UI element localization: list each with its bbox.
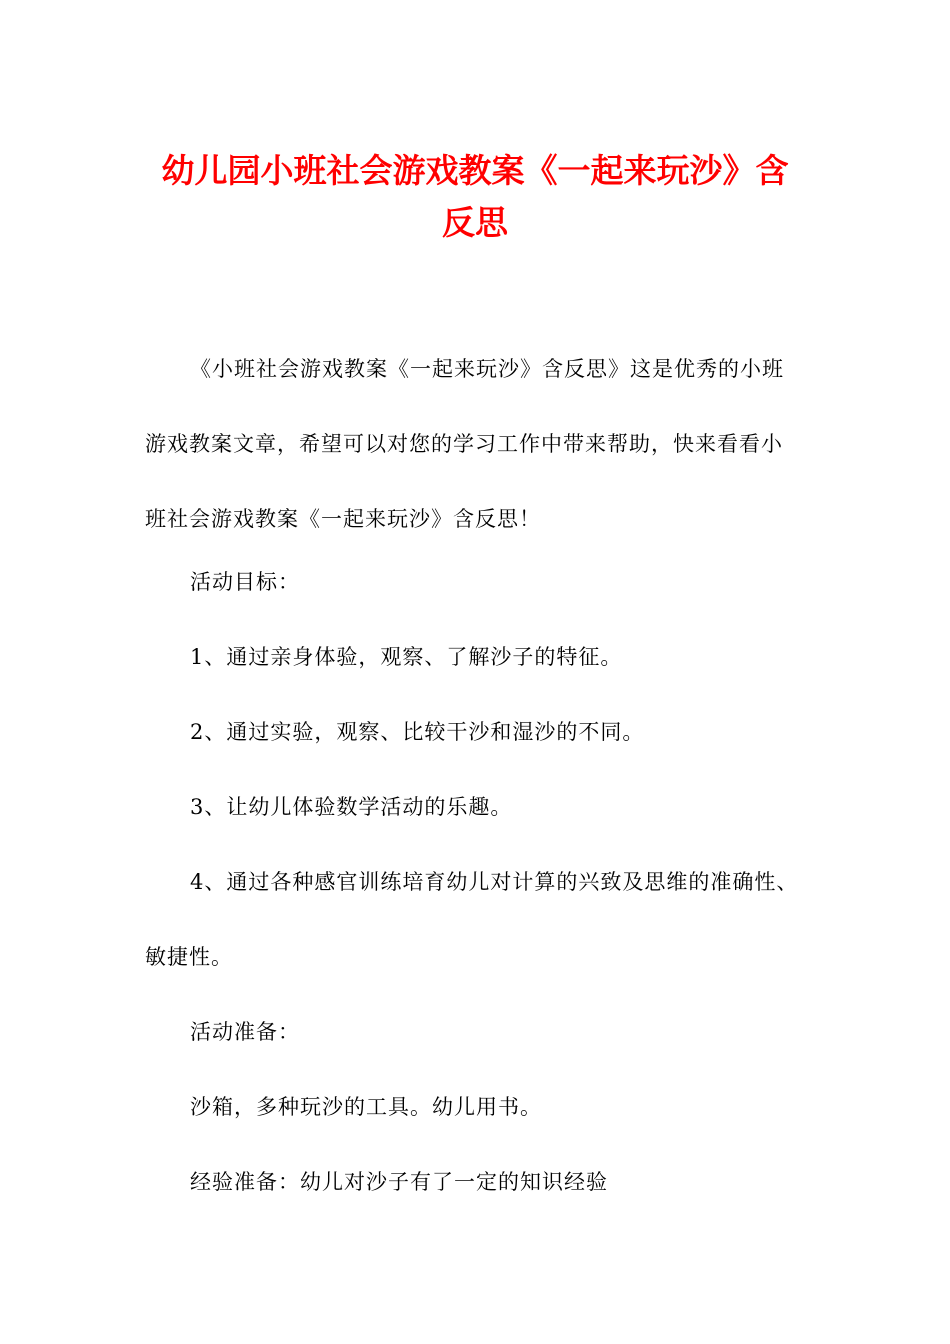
goals-heading: 活动目标： (190, 570, 300, 594)
document-title: 幼儿园小班社会游戏教案《一起来玩沙》含反思 (161, 151, 789, 242)
goal-item-4: 4、通过各种感官训练培育幼儿对计算的兴致及思维的准确性、敏捷性。 (145, 870, 799, 969)
goal-item-2: 2、通过实验，观察、比较干沙和湿沙的不同。 (190, 720, 645, 744)
intro-paragraph: 《小班社会游戏教案《一起来玩沙》含反思》这是优秀的小班游戏教案文章，希望可以对您的学习工作中带来帮助，快来看看小班社会游戏教案《一起来玩沙》含反思！ (145, 357, 784, 531)
prep-heading: 活动准备： (190, 1020, 300, 1044)
prep-materials: 沙箱，多种玩沙的工具。幼儿用书。 (190, 1095, 542, 1119)
goal-item-1: 1、通过亲身体验，观察、了解沙子的特征。 (190, 645, 623, 669)
prep-experience: 经验准备：幼儿对沙子有了一定的知识经验 (190, 1170, 608, 1194)
goal-item-3: 3、让幼儿体验数学活动的乐趣。 (190, 795, 513, 819)
